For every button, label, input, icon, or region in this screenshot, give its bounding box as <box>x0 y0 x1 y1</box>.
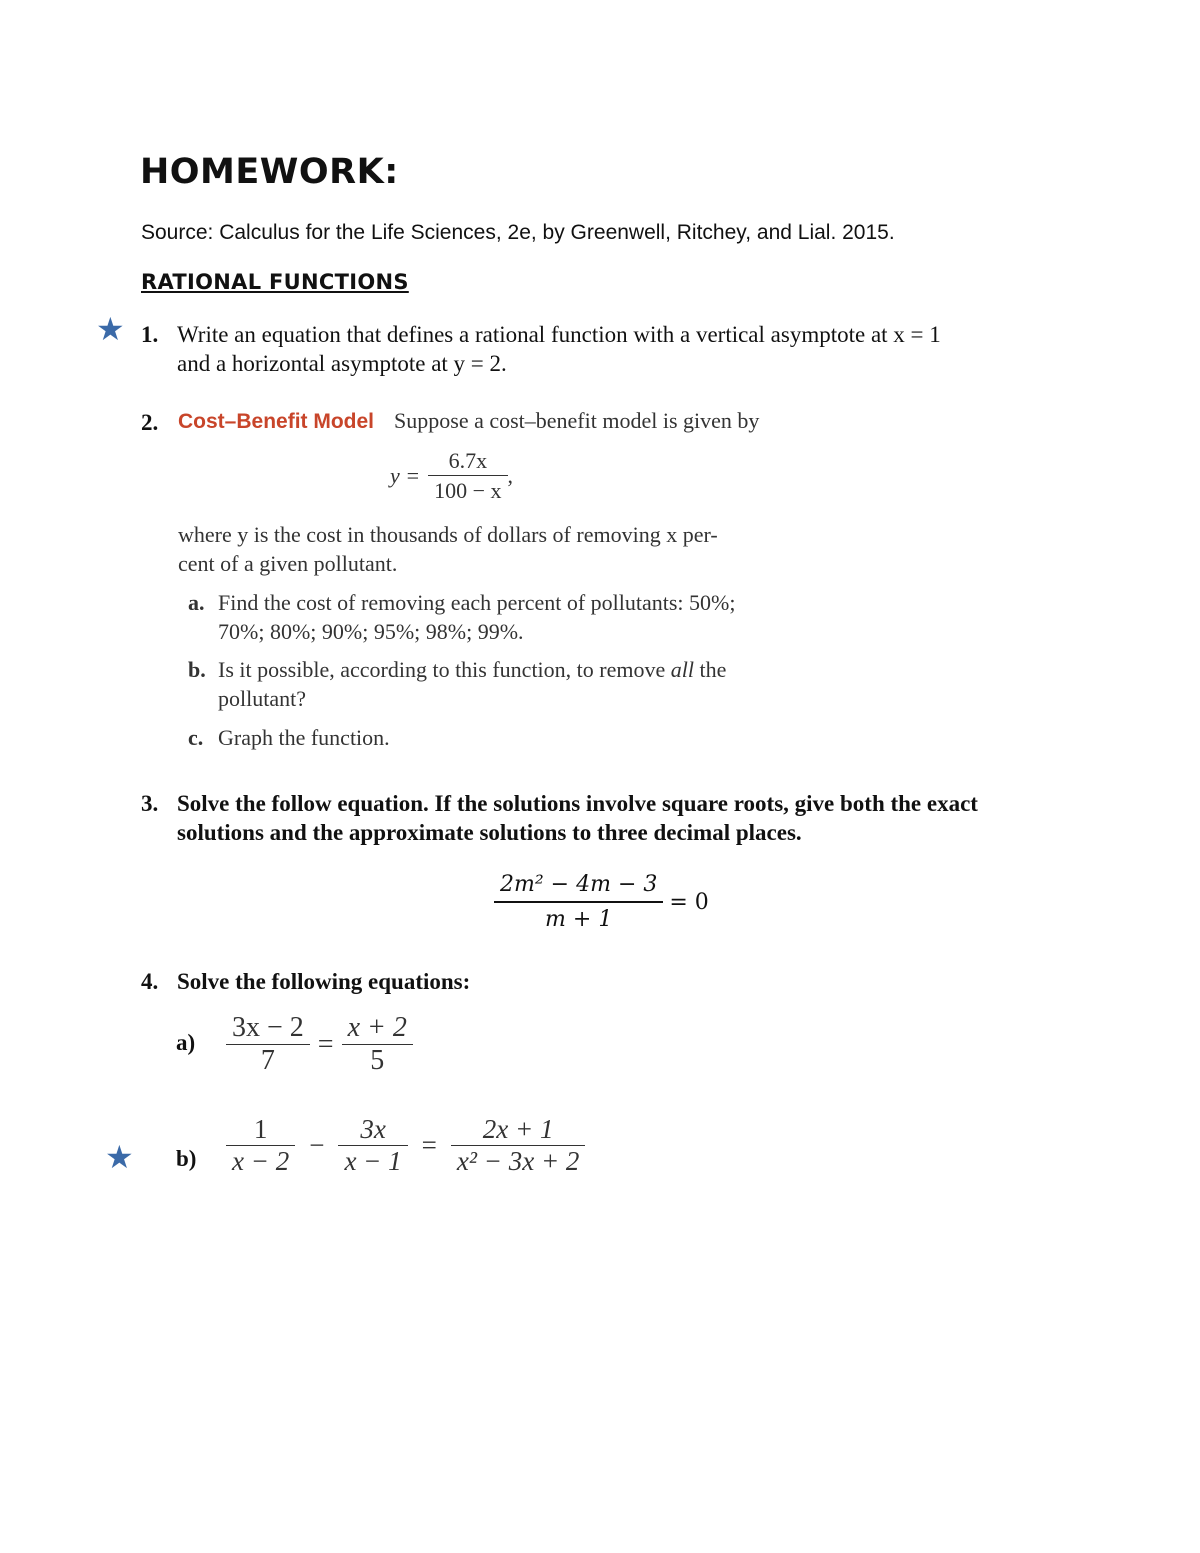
q4-a-label: a) <box>176 1030 196 1055</box>
q2-eq-fraction <box>428 446 507 505</box>
q4-b-equation <box>226 1114 585 1177</box>
q2-where <box>178 520 718 578</box>
q3-equation <box>494 872 709 932</box>
q3-eq-denominator: m + 1 <box>545 907 613 932</box>
section-heading: RATIONAL FUNCTIONS <box>141 270 409 294</box>
q2-eq-numerator: 6.7x <box>448 448 488 473</box>
q2-where-line2: cent of a given pollutant. <box>178 551 398 576</box>
q4-a-numerator-left: 3x − 2 <box>232 1012 304 1043</box>
q4-text: Solve the following equations: <box>177 969 471 994</box>
fraction-bar <box>494 901 663 903</box>
q2-c-line1: Graph the function. <box>218 725 390 750</box>
q4-a-fraction-left <box>226 1012 310 1077</box>
q2-intro: Suppose a cost–benefit model is given by <box>394 408 760 433</box>
q4-b-numerator-1: 1 <box>253 1114 268 1144</box>
q4-b-numerator-2: 3x <box>360 1114 386 1144</box>
q2-heading: Cost–Benefit Model <box>178 410 375 433</box>
q4-b-fraction-1 <box>226 1114 295 1177</box>
q2-part-c <box>188 723 390 752</box>
q4-b-denominator-1: x − 2 <box>232 1146 290 1176</box>
page-title: HOMEWORK: <box>140 152 399 192</box>
q2-heading-row <box>178 406 759 435</box>
q2-where-line1: where y is the cost in thousands of dollars of removing x per- <box>178 522 718 547</box>
q2-c-label: c. <box>188 725 204 750</box>
q4-a-numerator-right: x + 2 <box>347 1012 407 1043</box>
q4-b-minus: − <box>309 1130 325 1160</box>
source-citation: Source: Calculus for the Life Sciences, 2e, by Greenwell, Ritchey, and Lial. 2015. <box>141 221 895 244</box>
q3-eq-fraction <box>494 872 663 932</box>
q4-number: 4. <box>141 969 159 994</box>
q3-eq-numerator: 2m² − 4m − 3 <box>500 872 658 897</box>
q4-b-fraction-3 <box>451 1114 586 1177</box>
q4-b-denominator-3: x² − 3x + 2 <box>456 1146 580 1176</box>
q1-line2: and a horizontal asymptote at y = 2. <box>177 351 507 376</box>
q3-eq-rhs: = 0 <box>669 889 709 915</box>
q3-line2: solutions and the approximate solutions to three decimal places. <box>177 820 802 845</box>
q2-b-label: b. <box>188 657 206 682</box>
q2-part-a <box>188 588 735 646</box>
q2-number: 2. <box>141 410 159 435</box>
q2-eq-lhs: y = <box>390 463 421 488</box>
q1-number: 1. <box>141 322 159 347</box>
q4-b-numerator-3: 2x + 1 <box>482 1114 554 1144</box>
q3-text <box>177 789 978 847</box>
q2-b-line2: pollutant? <box>218 686 306 711</box>
q4-a-equals: = <box>317 1028 334 1060</box>
q4-a-denominator-right: 5 <box>370 1045 385 1076</box>
q4-a-fraction-right <box>342 1012 413 1077</box>
q2-a-label: a. <box>188 590 205 615</box>
q2-equation <box>390 446 513 505</box>
star-icon: ★ <box>105 1138 134 1176</box>
q2-b-emphasis: all <box>670 657 694 682</box>
q2-part-b <box>188 655 726 713</box>
q4-a-equation <box>226 1012 413 1077</box>
q4-b-equals: = <box>421 1130 437 1160</box>
q3-number: 3. <box>141 791 159 816</box>
q1-text <box>177 320 941 378</box>
q2-a-line2: 70%; 80%; 90%; 95%; 98%; 99%. <box>218 619 524 644</box>
q3-line1: Solve the follow equation. If the solutions involve square roots, give both the exact <box>177 791 978 816</box>
q2-eq-trail: , <box>507 463 514 488</box>
q1-line1: Write an equation that defines a rational function with a vertical asymptote at x = 1 <box>177 322 941 347</box>
q4-b-fraction-2 <box>338 1114 407 1177</box>
q2-b-post: the <box>699 657 727 682</box>
q4-b-label: b) <box>176 1146 197 1171</box>
star-icon: ★ <box>96 310 125 348</box>
q2-b-pre: Is it possible, according to this function, to remove <box>218 657 666 682</box>
q4-a-denominator-left: 7 <box>260 1045 275 1076</box>
q2-eq-denominator: 100 − x <box>434 478 502 503</box>
q4-b-denominator-2: x − 1 <box>344 1146 402 1176</box>
q2-a-line1: Find the cost of removing each percent of pollutants: 50%; <box>218 590 736 615</box>
